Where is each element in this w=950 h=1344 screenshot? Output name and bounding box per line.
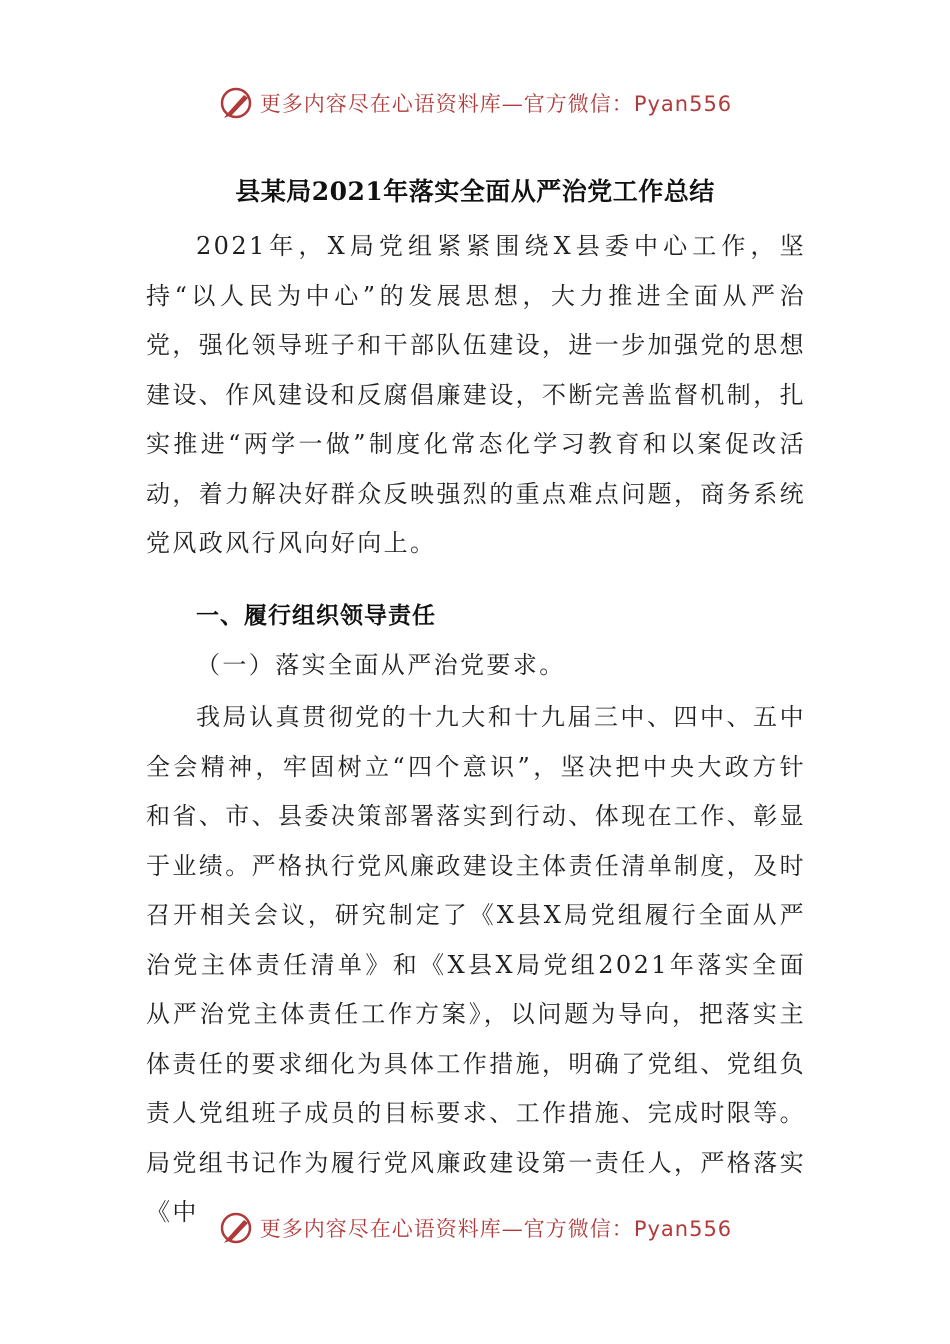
body-paragraph: 我局认真贯彻党的十九大和十九届三中、四中、五中全会精神，牢固树立“四个意识”，坚决把中央大政方针和省、市、县委决策部署落实到行动、体现在工作、彰显于业绩。严格执行党风廉政建设主体责任清单制度，及时召开相关会议，研究制定了《X县X局党组履行全面从严治党主体责任清单》和《X县X局党组2021年落实全面从严治党主体责任工作方案》，以问题为导向，把落实主体责任的要求细化为具体工作措施，明确了党组、党组负责人党组班子成员的目标要求、工作措施、完成时限等。局党组书记作为履行党风廉政建设第一责任人，严格落实《中: [146, 703, 806, 1226]
section-heading: 一、履行组织领导责任: [196, 603, 436, 629]
watermark-text: 更多内容尽在心语资料库—官方微信：Pyan556: [259, 92, 733, 116]
watermark-text: 更多内容尽在心语资料库—官方微信：Pyan556: [259, 1217, 733, 1241]
pen-logo-icon: [218, 1210, 254, 1246]
subsection-heading: （一）落实全面从严治党要求。: [196, 651, 566, 679]
intro-paragraph: 2021年，X局党组紧紧围绕X县委中心工作，坚持“以人民为中心”的发展思想，大力推进全面从严治党，强化领导班子和干部队伍建设，进一步加强党的思想建设、作风建设和反腐倡廉建设，不断完善监督机制，扎实推进“两学一做”制度化常态化学习教育和以案促改活动，着力解决好群众反映强烈的重点难点问题，商务系统党风政风行风向好向上。: [146, 232, 806, 557]
watermark-banner-top: [0, 83, 950, 123]
document-title: 县某局2021年落实全面从严治党工作总结: [235, 177, 715, 206]
pen-logo-icon: [218, 85, 254, 121]
watermark-banner-bottom: [0, 1208, 950, 1248]
